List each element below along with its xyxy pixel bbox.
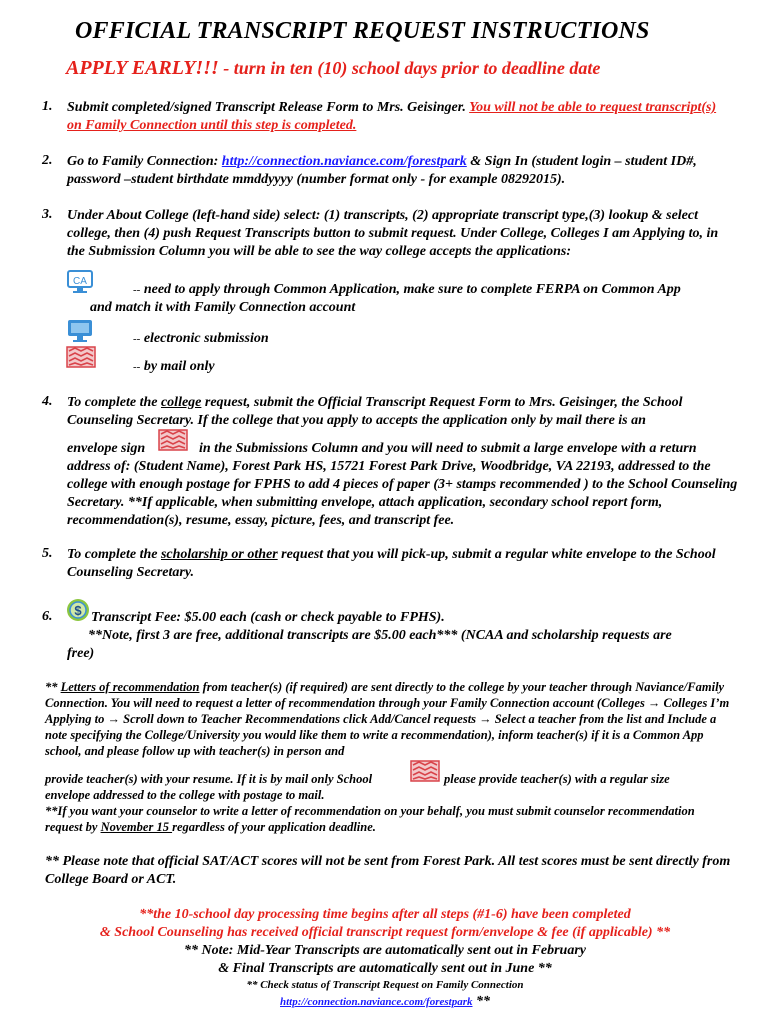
processing-note-1: **the 10-school day processing time begins after all steps (#1-6) have been completed (139, 907, 631, 922)
counselor-deadline: November 15 (100, 820, 173, 834)
electronic-line (133, 330, 533, 348)
step-4-college: college (160, 395, 202, 410)
subtitle (66, 57, 600, 80)
page-title: OFFICIAL TRANSCRIPT REQUEST INSTRUCTIONS (75, 18, 650, 44)
step-1-warning: You will not be able to request transcript(s) on Family Connection until this step is completed. (67, 100, 717, 133)
step-6-note-2: free) (67, 646, 95, 661)
final-note: & Final Transcripts are automatically sent out in June ** (218, 961, 552, 976)
common-app-line-2: and match it with Family Connection account (90, 300, 356, 315)
step-1-text (67, 99, 727, 135)
apply-early-label: APPLY EARLY!!! (66, 57, 219, 79)
step-6-note: **Note, first 3 are free, additional transcripts are $5.00 each*** (NCAA and scholarship requests are (88, 628, 672, 643)
letters-mail-pre: provide teacher(s) with your resume. If it is by mail only School (45, 772, 373, 786)
letters-text: from teacher(s) (if required) are sent directly to the college by your teacher through Naviance/Family Connection. You will need to request a letter of recommendation through your Family Connection account (Colleges → Colleges I’m Applying to → Scroll down to Teacher Recommendations click Add/Cancel requests → Select a teacher from the list and Include a note specifying the College/University you would like them to write a recommendation), inform teacher(s) if it is a Common App school, and please follow up with teacher(s) in person and (45, 680, 730, 758)
electronic-dash: -- (133, 333, 141, 345)
step-2-number: 2. (42, 153, 53, 168)
ca-icon-text: CA (73, 276, 87, 287)
subtitle-dash: - (218, 58, 234, 78)
step-6-number: 6. (42, 609, 53, 624)
electronic-text: electronic submission (143, 331, 269, 346)
step-3-number: 3. (42, 207, 53, 222)
letters-pre: ** (45, 680, 61, 694)
mail-text: by mail only (143, 359, 215, 374)
step-3-text: Under About College (left-hand side) select: (1) transcripts, (2) appropriate transcript type,(3) lookup & select college, then (4) push Request Transcripts button to submit request. Under College, Colleges I am Applying to, in the Submission Column you will be able to see the way college accepts the applications: (67, 208, 719, 259)
step-5-number: 5. (42, 546, 53, 561)
counselor-post: regardless of your application deadline. (172, 820, 376, 834)
envelope-icon (158, 429, 188, 451)
processing-note-2: & School Counseling has received official transcript request form/envelope & fee (if applicable) ** (99, 925, 671, 940)
step-1-instruction: Submit completed/signed Transcript Release Form to Mrs. Geisinger. (67, 100, 470, 115)
step-5-text (67, 546, 731, 582)
subtitle-deadline: turn in ten (10) school days prior to deadline date (233, 58, 601, 78)
footer-tail: ** (472, 994, 490, 1009)
step-6-fee: Transcript Fee: $5.00 each (cash or check payable to FPHS). (91, 610, 445, 625)
letters-heading: Letters of recommendation (60, 680, 200, 694)
step-4-line-1 (67, 394, 747, 412)
footer-naviance-link[interactable]: http://connection.naviance.com/forestpark (280, 996, 473, 1008)
common-app-line (133, 281, 743, 299)
letters-paragraph (45, 679, 735, 759)
envelope-icon (66, 346, 96, 368)
step-4-line-3-pre: envelope sign (67, 441, 146, 456)
step-4-line-3-post: in the Submissions Column and you will need to submit a large envelope with a return (199, 441, 697, 456)
mail-dash: -- (133, 361, 141, 373)
dollar-icon-text: $ (74, 603, 82, 618)
check-status-note: ** Check status of Transcript Request on Family Connection (246, 979, 524, 991)
counselor-pre: **If you want your counselor to write a letter of recommendation on your behalf, you must submit counselor recommendation request by (45, 804, 695, 834)
step-2-text (67, 153, 727, 189)
step-5-scholarship: scholarship or other (160, 547, 278, 562)
step-4-line-2: Counseling Secretary. If the college that you apply to accepts the application only by mail there is an (67, 413, 646, 428)
footer-link-line (0, 994, 770, 1010)
step-4-post: request, submit the Official Transcript Request Form to Mrs. Geisinger, the School (201, 395, 683, 410)
common-app-icon (67, 270, 93, 294)
step-5-pre: To complete the (67, 547, 161, 562)
step-5-post: request that you will pick-up, submit a regular white envelope to the School Counseling Secretary. (67, 547, 716, 580)
step-2-pre: Go to Family Connection: (67, 154, 222, 169)
naviance-link[interactable]: http://connection.naviance.com/forestpark (221, 154, 467, 169)
counselor-paragraph (45, 803, 725, 835)
step-4-number: 4. (42, 394, 53, 409)
step-4-pre: To complete the (67, 395, 161, 410)
step-4-rest: address of: (Student Name), Forest Park HS, 15721 Forest Park Drive, Woodbridge, VA 22193, addressed to the college with enough postage for FPHS to add 4 pieces of paper (3+ stamps recommended ) to the School Counseling Secretary. **If applicable, when submitting envelope, attach application, secondary school report form, recommendation(s), resume, essay, picture, fees, and transcript fee. (67, 459, 738, 528)
letters-mail-post: please provide teacher(s) with a regular size (444, 772, 670, 786)
common-app-dash: -- (133, 284, 141, 296)
letters-last-line: envelope addressed to the college with postage to mail. (45, 788, 325, 802)
mail-line (133, 358, 533, 376)
midyear-note: ** Note: Mid-Year Transcripts are automatically sent out in February (184, 943, 586, 958)
test-scores-note: ** Please note that official SAT/ACT scores will not be sent from Forest Park. All test scores must be sent directly from College Board or ACT. (45, 854, 731, 887)
monitor-icon (67, 319, 93, 343)
envelope-icon (410, 760, 440, 782)
step-2-post: & Sign In (student login – student ID#, password –student birthdate mmddyyyy (number format only - for example 08292015). (67, 154, 697, 187)
common-app-text: need to apply through Common Application, make sure to complete FERPA on Common App (143, 282, 681, 297)
dollar-icon (66, 598, 90, 622)
step-1-number: 1. (42, 99, 53, 114)
